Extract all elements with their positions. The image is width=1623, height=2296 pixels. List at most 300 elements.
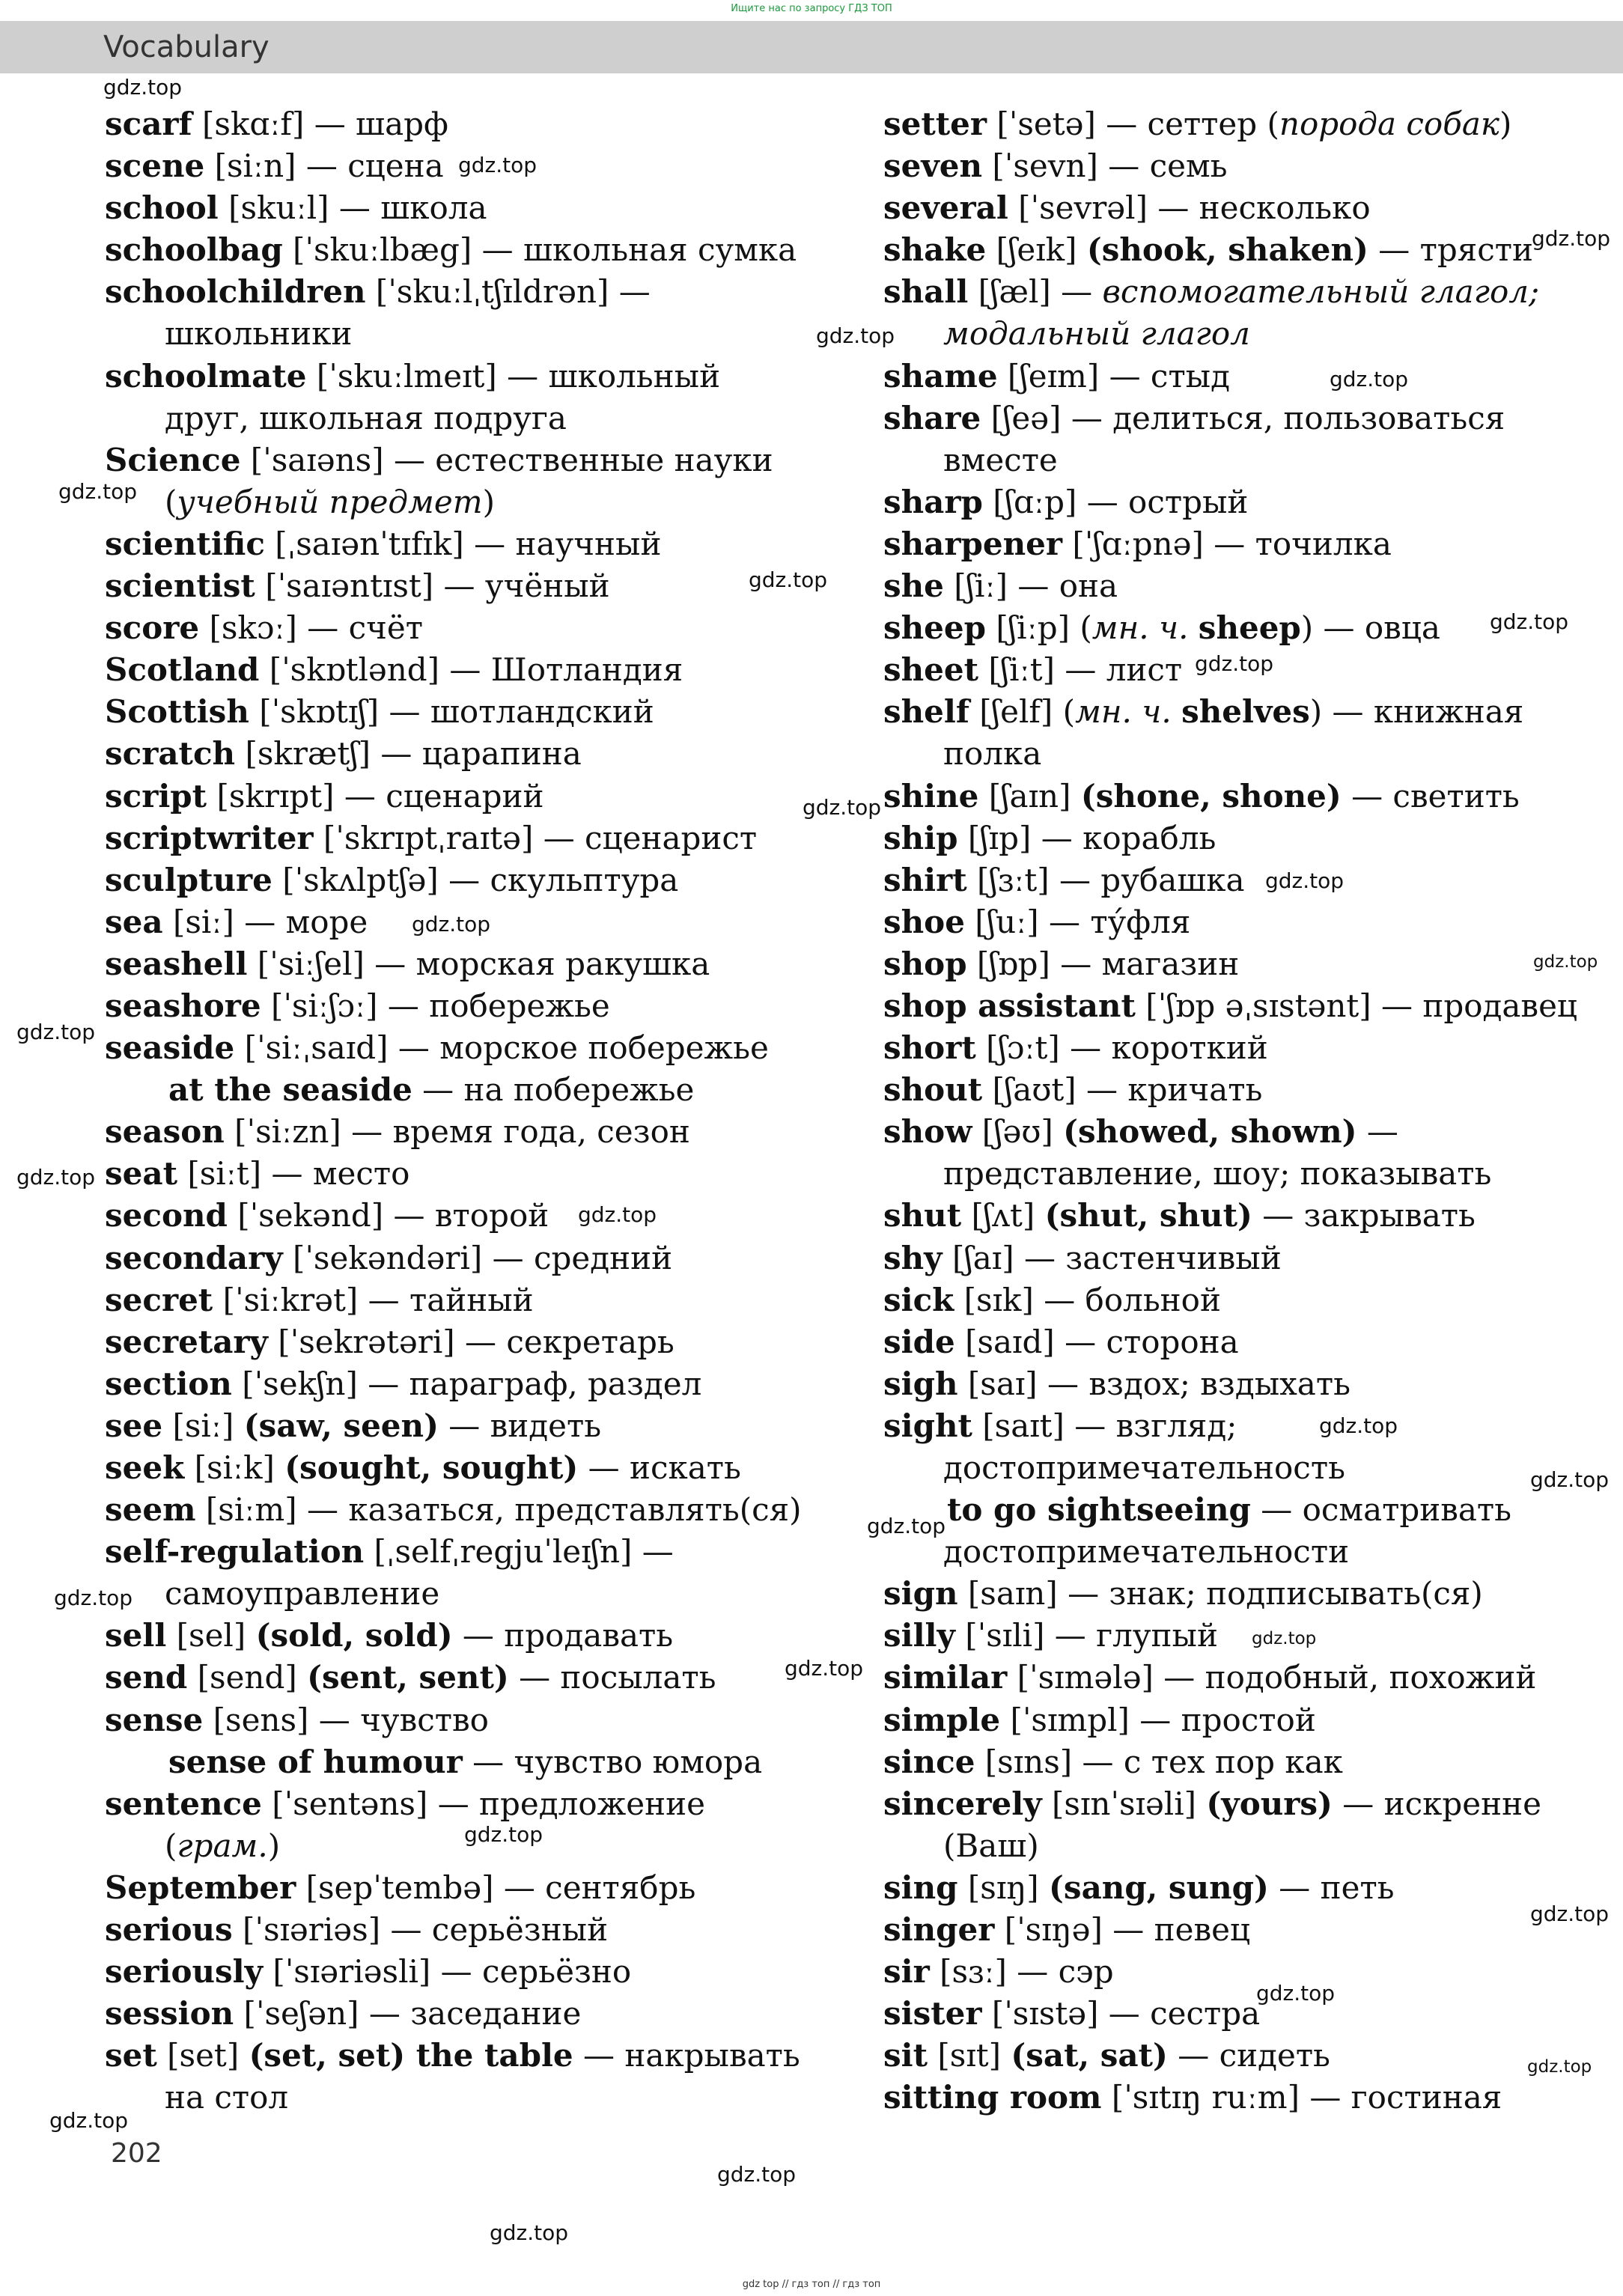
transcription: [saɪt] <box>982 1407 1065 1444</box>
watermark: gdz.top <box>1533 952 1598 972</box>
vocab-entry <box>105 1699 868 1741</box>
transcription: [ʃelf] <box>979 693 1053 731</box>
translation: — трясти <box>1368 231 1533 269</box>
transcription: [ʃɔːt] <box>986 1029 1060 1067</box>
translation: — учёный <box>433 567 610 605</box>
headword: seven <box>883 147 983 185</box>
vocab-entry <box>105 1111 868 1153</box>
vocab-entry <box>105 943 868 985</box>
watermark: gdz.top <box>49 2108 129 2133</box>
verb-forms: (shone, shone) <box>1080 777 1342 814</box>
translation: — певец <box>1102 1911 1250 1949</box>
headword: short <box>883 1029 976 1067</box>
verb-forms: (set, set) the table <box>249 2037 573 2074</box>
vocab-entry <box>883 1447 1557 1489</box>
vocab-entry <box>883 523 1557 565</box>
translation: — место <box>261 1155 410 1193</box>
vocab-entry <box>105 229 868 271</box>
vocab-entry <box>883 1111 1557 1153</box>
transcription: [ˈsekʃn] <box>242 1365 358 1402</box>
translation: — рубашка <box>1049 861 1245 898</box>
watermark: gdz.top <box>785 1656 864 1681</box>
translation: — посылать <box>508 1659 716 1696</box>
translation: — знак; подписывать(ся) <box>1057 1575 1483 1613</box>
translation: — сценарист <box>533 819 758 856</box>
vocab-entry <box>883 943 1557 985</box>
translation: — школа <box>329 189 487 227</box>
vocab-entry <box>883 776 1557 817</box>
transcription: [ˈsiːʃɔː] <box>271 987 378 1024</box>
vocab-entry <box>883 1867 1557 1909</box>
translation: — скульптура <box>438 861 679 898</box>
translation: — <box>1356 1113 1398 1151</box>
headword: shy <box>883 1239 943 1276</box>
translation: — точилка <box>1203 525 1392 562</box>
transcription: [siːm] <box>205 1491 297 1529</box>
vocab-entry <box>105 1069 868 1111</box>
translation: — короткий <box>1059 1029 1268 1067</box>
verb-forms: (showed, shown) <box>1063 1113 1357 1151</box>
translation: — царапина <box>371 735 582 773</box>
vocab-entry <box>105 1279 868 1321</box>
page-number: 202 <box>111 2138 162 2169</box>
vocab-entry <box>105 1363 868 1405</box>
continuation: на стол <box>165 2079 289 2116</box>
vocab-entry <box>105 1951 868 1993</box>
translation: — сидеть <box>1167 2037 1330 2074</box>
translation: — казаться, представлять(ся) <box>296 1491 802 1529</box>
transcription: [ˈsentəns] <box>272 1785 428 1822</box>
headword: shout <box>883 1071 983 1109</box>
vocab-entry <box>105 1615 868 1657</box>
vocab-entry <box>883 1825 1557 1867</box>
headword: share <box>883 399 981 436</box>
headword: September <box>105 1869 296 1906</box>
transcription: [siːk] <box>194 1449 275 1486</box>
translation: — чувство <box>308 1701 489 1738</box>
translation-tail: ) — овца <box>1300 609 1440 647</box>
transcription: [siːt] <box>187 1155 262 1193</box>
headword: scientific <box>105 525 265 562</box>
transcription: [ˌsaɪənˈtɪfɪk] <box>275 525 464 562</box>
verb-forms: (sold, sold) <box>255 1617 453 1654</box>
plural-form: sheep <box>1198 609 1301 647</box>
transcription: [ˈʃɒp əˌsɪstənt] <box>1145 987 1371 1024</box>
translation: — сеттер ( <box>1095 106 1279 142</box>
vocab-entry <box>105 1195 868 1237</box>
translation: — шарф <box>304 106 448 142</box>
italic-note: мн. ч. <box>1075 693 1172 731</box>
vocab-entry <box>105 439 868 481</box>
vocab-entry <box>105 1741 868 1783</box>
vocab-entry <box>883 1279 1557 1321</box>
transcription: [skrætʃ] <box>245 735 371 773</box>
vocab-entry <box>883 1531 1557 1573</box>
verb-forms: (yours) <box>1206 1785 1333 1822</box>
headword: side <box>883 1323 955 1360</box>
transcription: [sɪk] <box>963 1281 1034 1318</box>
transcription: [ˈsɪtɪŋ ruːm] <box>1111 2079 1300 2116</box>
translation-tail: ) — книжная <box>1309 693 1524 731</box>
headword: since <box>883 1743 975 1780</box>
headword: sentence <box>105 1785 262 1822</box>
transcription: [ˈskuːlˌtʃɪldrən] <box>375 273 609 311</box>
bottom-note: gdz top // гдз топ // гдз топ <box>742 2279 881 2290</box>
transcription: [ˈsekrətəri] <box>278 1323 455 1360</box>
translation: — серьёзный <box>380 1911 609 1949</box>
verb-forms: (shook, shaken) <box>1086 231 1368 269</box>
transcription: [skɑːf] <box>202 106 305 142</box>
headword: schoolbag <box>105 231 283 269</box>
vocab-entry <box>883 859 1557 901</box>
vocab-entry <box>883 691 1557 733</box>
translation: — глупый <box>1044 1617 1218 1654</box>
transcription: [siːn] <box>214 147 296 185</box>
vocab-entry <box>883 229 1557 271</box>
headword: sight <box>883 1407 972 1444</box>
continuation: полка <box>943 735 1042 773</box>
italic-note: мн. ч. <box>1091 609 1189 647</box>
translation: — чувство юмора <box>462 1743 763 1780</box>
italic-note: вспомогательный глагол; <box>1102 273 1540 311</box>
vocab-entry <box>883 356 1557 398</box>
translation: — счёт <box>296 609 423 647</box>
watermark: gdz.top <box>1252 1629 1317 1648</box>
headword: shop assistant <box>883 987 1136 1024</box>
headword: seriously <box>105 1953 264 1991</box>
transcription: [skɔː] <box>209 609 297 647</box>
vocab-entry <box>883 2077 1557 2119</box>
translation: — шотландский <box>379 693 654 731</box>
after-text: ) <box>1499 106 1512 142</box>
headword: sister <box>883 1995 982 2032</box>
vocab-entry <box>883 1993 1557 2035</box>
headword: seek <box>105 1449 185 1486</box>
transcription: [sɜː] <box>940 1953 1007 1991</box>
translation: — серьёзно <box>430 1953 632 1991</box>
transcription: [sɪt] <box>937 2037 1002 2074</box>
headword: second <box>105 1197 228 1234</box>
translation: — застенчивый <box>1014 1239 1282 1276</box>
watermark: gdz.top <box>103 75 183 100</box>
transcription: [ʃeə] <box>990 399 1062 436</box>
transcription: [siː] <box>172 1407 234 1444</box>
transcription: [ˈsekəndəri] <box>292 1239 483 1276</box>
vocab-entry <box>883 733 1557 775</box>
headword: silly <box>883 1617 955 1654</box>
transcription: [ˈsekənd] <box>237 1197 384 1234</box>
translation: — закрывать <box>1252 1197 1476 1234</box>
translation: — море <box>234 903 368 940</box>
vocab-entry <box>105 985 868 1027</box>
vocab-entry <box>105 187 868 229</box>
transcription: [ˈsɪmələ] <box>1017 1659 1154 1696</box>
translation: — накрывать <box>573 2037 800 2074</box>
after-text: ) <box>267 1827 281 1864</box>
transcription: [ʃaɪn] <box>988 777 1071 814</box>
translation: — научный <box>463 525 662 562</box>
transcription: [ʃɪp] <box>967 819 1032 856</box>
vocab-entry <box>883 2035 1557 2077</box>
transcription: [ˈsiːzn] <box>234 1113 341 1151</box>
watermark: gdz.top <box>816 323 895 348</box>
vocab-entry <box>105 313 868 355</box>
transcription: [ˈskrɪptˌraɪtə] <box>323 819 534 856</box>
continuation: достопримечательность <box>943 1449 1345 1486</box>
headword: shame <box>883 357 998 395</box>
headword: singer <box>883 1911 995 1949</box>
vocab-entry <box>105 1321 868 1363</box>
vocab-entry <box>105 1153 868 1195</box>
watermark: gdz.top <box>1319 1413 1398 1438</box>
headword: sick <box>883 1281 954 1318</box>
vocab-entry <box>883 565 1557 607</box>
transcription: [ˈsiːkrət] <box>222 1281 359 1318</box>
transcription: [ʃaɪ] <box>951 1239 1014 1276</box>
headword: Scotland <box>105 651 260 689</box>
transcription: [ʃəʊ] <box>981 1113 1053 1151</box>
transcription: [ˈsevn] <box>992 147 1098 185</box>
headword: seaside <box>105 1029 235 1067</box>
translation: — искать <box>578 1449 741 1486</box>
headword: shoe <box>883 903 965 940</box>
transcription: [ʃæl] <box>978 273 1051 311</box>
transcription: [ˈsiːʃel] <box>257 945 365 982</box>
translation: — больной <box>1033 1281 1221 1318</box>
watermark: gdz.top <box>1265 868 1345 893</box>
transcription: [sens] <box>213 1701 309 1738</box>
page-title: Vocabulary <box>103 30 270 64</box>
translation: — несколько <box>1147 189 1371 227</box>
translation: — побережье <box>377 987 610 1024</box>
italic-note: порода собак <box>1279 106 1499 142</box>
vocab-entry <box>105 523 868 565</box>
transcription: [saɪd] <box>965 1323 1055 1360</box>
transcription: [ʃɒp] <box>976 945 1050 982</box>
transcription: [sel] <box>176 1617 246 1654</box>
watermark: gdz.top <box>16 1020 96 1044</box>
headword: shut <box>883 1197 962 1234</box>
headword: show <box>883 1113 972 1151</box>
vocab-entry <box>883 481 1557 523</box>
headword: shine <box>883 777 979 814</box>
headword: sculpture <box>105 861 272 898</box>
vocab-entry <box>883 1027 1557 1069</box>
headword: self-regulation <box>105 1533 365 1571</box>
vocab-entry <box>105 1573 868 1615</box>
transcription: [ˈskɒtlənd] <box>269 651 440 689</box>
translation: — продавец <box>1371 987 1577 1024</box>
translation: — простой <box>1129 1701 1316 1738</box>
continuation: представление, шоу; показывать <box>943 1155 1492 1193</box>
watermark: gdz.top <box>16 1165 96 1190</box>
watermark: gdz.top <box>803 795 882 820</box>
translation: — подобный, похожий <box>1153 1659 1537 1696</box>
headword: secretary <box>105 1323 268 1360</box>
vocab-entry <box>105 1993 868 2035</box>
vocab-entry <box>883 1573 1557 1615</box>
headword: scratch <box>105 735 236 773</box>
headword: sigh <box>883 1365 958 1402</box>
translation: — она <box>1008 567 1118 605</box>
headword: sheet <box>883 651 979 689</box>
watermark: gdz.top <box>578 1202 657 1227</box>
translation: — продавать <box>452 1617 674 1654</box>
headword: sing <box>883 1869 958 1906</box>
translation: — на побережье <box>412 1071 695 1109</box>
vocab-entry <box>105 1867 868 1909</box>
headword: send <box>105 1659 188 1696</box>
vocab-entry <box>883 1195 1557 1237</box>
transcription: [ʃɑːp] <box>993 483 1077 520</box>
transcription: [ʃeɪm] <box>1007 357 1100 395</box>
translation: — лист <box>1055 651 1183 689</box>
transcription: [ˈsɪŋə] <box>1004 1911 1103 1949</box>
transcription: [ʃaʊt] <box>992 1071 1077 1109</box>
headword: scarf <box>105 106 192 142</box>
transcription: [ˈskuːlbæg] <box>293 231 472 269</box>
translation: — с тех пор как <box>1072 1743 1343 1780</box>
continuation: ( <box>165 1827 177 1864</box>
transcription: [sɪŋ] <box>967 1869 1039 1906</box>
transcription: [skuːl] <box>228 189 329 227</box>
vocab-entry <box>105 271 868 313</box>
vocab-entry <box>105 817 868 859</box>
headword: schoolchildren <box>105 273 366 311</box>
phrase: at the seaside <box>168 1071 412 1109</box>
translation: — осматривать <box>1250 1491 1512 1529</box>
translation: — острый <box>1077 483 1249 520</box>
continuation: достопримечательности <box>943 1533 1350 1571</box>
headword: seem <box>105 1491 196 1529</box>
phrase: sense of humour <box>168 1743 463 1780</box>
translation: — параграф, раздел <box>357 1365 702 1402</box>
headword: shall <box>883 273 969 311</box>
transcription: [ʃuː] <box>975 903 1039 940</box>
headword: Scottish <box>105 693 249 731</box>
transcription: [sɪns] <box>984 1743 1073 1780</box>
continuation: (Ваш) <box>943 1827 1039 1864</box>
translation: — <box>1050 273 1103 311</box>
left-column <box>105 103 868 2119</box>
translation: — кричать <box>1076 1071 1263 1109</box>
watermark: gdz.top <box>58 479 138 504</box>
vocab-entry <box>883 1615 1557 1657</box>
top-note: Ищите нас по запросу ГДЗ ТОП <box>731 3 892 14</box>
vocab-entry <box>883 1405 1557 1447</box>
translation: — школьный <box>496 357 721 395</box>
italic-note: модальный глагол <box>943 315 1250 353</box>
transcription: [ʃʌt] <box>971 1197 1035 1234</box>
vocab-entry <box>883 1363 1557 1405</box>
headword: setter <box>883 106 987 142</box>
watermark: gdz.top <box>1527 2057 1592 2077</box>
headword: seat <box>105 1155 177 1193</box>
headword: she <box>883 567 944 605</box>
headword: serious <box>105 1911 233 1949</box>
translation: ( <box>1053 693 1076 731</box>
vocab-entry <box>105 1405 868 1447</box>
watermark: gdz.top <box>412 912 491 937</box>
translation: — искренне <box>1332 1785 1541 1822</box>
vocab-entry <box>883 439 1557 481</box>
headword: sea <box>105 903 163 940</box>
headword: seashell <box>105 945 248 982</box>
translation: — корабль <box>1031 819 1217 856</box>
headword: sell <box>105 1617 167 1654</box>
vocab-entry <box>883 1153 1557 1195</box>
vocab-entry <box>105 356 868 398</box>
translation: — взгляд; <box>1064 1407 1237 1444</box>
translation: — школьная сумка <box>472 231 797 269</box>
headword: sheep <box>883 609 986 647</box>
vocab-entry <box>883 1741 1557 1783</box>
continuation: ( <box>165 483 177 520</box>
headword: sign <box>883 1575 958 1613</box>
translation: — средний <box>482 1239 673 1276</box>
headword: sincerely <box>883 1785 1042 1822</box>
translation: — <box>632 1533 674 1571</box>
headword: several <box>883 189 1008 227</box>
vocab-entry <box>105 103 868 145</box>
translation: — морская ракушка <box>364 945 710 982</box>
transcription: [sepˈtembə] <box>305 1869 494 1906</box>
continuation: вместе <box>943 441 1058 478</box>
vocab-entry <box>883 1951 1557 1993</box>
vocab-entry <box>883 187 1557 229</box>
watermark: gdz.top <box>1195 651 1274 676</box>
headword: script <box>105 777 207 814</box>
headword: sharp <box>883 483 983 520</box>
vocab-entry <box>105 691 868 733</box>
vocab-entry <box>883 1699 1557 1741</box>
transcription: [ˈʃɑːpnə] <box>1072 525 1204 562</box>
headword: secondary <box>105 1239 283 1276</box>
translation: — второй <box>383 1197 549 1234</box>
plural-form: shelves <box>1181 693 1310 731</box>
transcription: [ˈsiːˌsaɪd] <box>244 1029 389 1067</box>
translation: — семь <box>1097 147 1228 185</box>
vocab-entry <box>105 1657 868 1699</box>
watermark: gdz.top <box>749 567 828 592</box>
translation: — заседание <box>359 1995 582 2032</box>
vocab-entry <box>105 649 868 691</box>
headword: sitting room <box>883 2079 1102 2116</box>
translation: — предложение <box>427 1785 705 1822</box>
headword: seashore <box>105 987 261 1024</box>
watermark: gdz.top <box>867 1514 946 1538</box>
transcription: [ˈsevrəl] <box>1018 189 1148 227</box>
verb-forms: (sent, sent) <box>307 1659 509 1696</box>
vocab-entry <box>883 1489 1557 1531</box>
vocab-entry <box>105 1783 868 1825</box>
transcription: [ˈsaɪəntɪst] <box>265 567 434 605</box>
translation: — Шотландия <box>439 651 683 689</box>
headword: Science <box>105 441 241 478</box>
vocab-entry <box>105 1909 868 1951</box>
transcription: [sɪnˈsɪəli] <box>1052 1785 1197 1822</box>
vocab-entry <box>105 1447 868 1489</box>
translation: — морское побережье <box>388 1029 769 1067</box>
translation: — вздох; вздыхать <box>1037 1365 1351 1402</box>
translation: — тайный <box>358 1281 534 1318</box>
translation: — время года, сезон <box>341 1113 690 1151</box>
transcription: [ʃiːp] <box>996 609 1071 647</box>
translation: — делиться, пользоваться <box>1061 399 1505 436</box>
transcription: [ʃiːt] <box>988 651 1056 689</box>
headword: see <box>105 1407 163 1444</box>
watermark: gdz.top <box>54 1586 133 1610</box>
